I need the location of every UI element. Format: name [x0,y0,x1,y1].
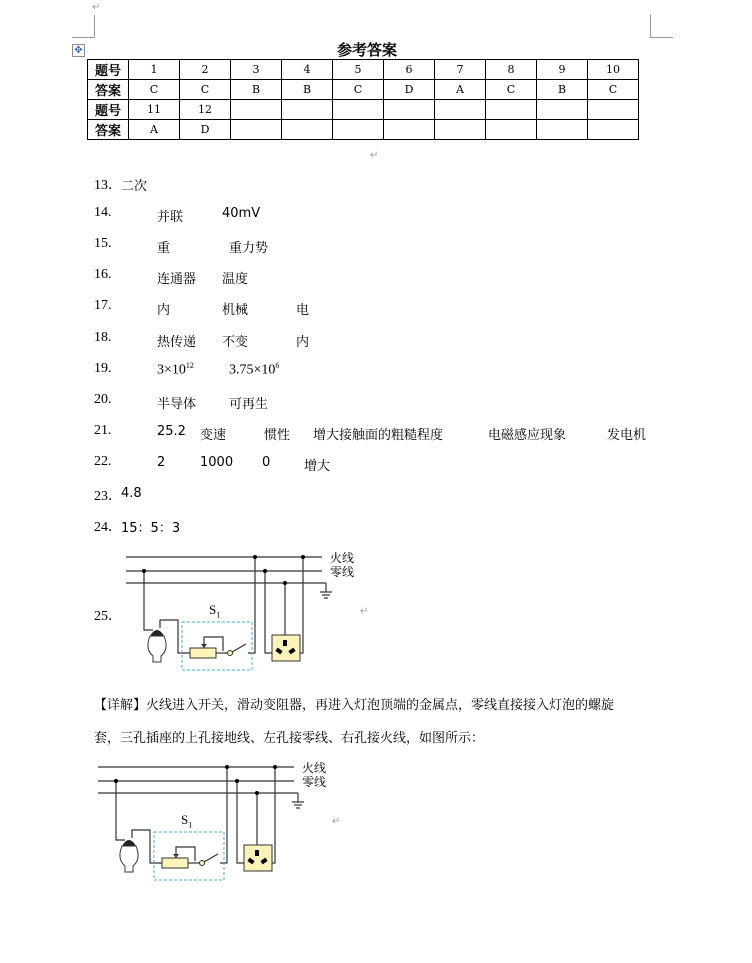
live-wire-label: 火线 [330,551,355,565]
answer-text: 40mV [222,206,261,221]
live-wire-label: 火线 [302,761,327,775]
answer-text: 并联 [157,210,184,225]
answer-number: 23． [94,489,122,504]
table-cell: 11 [129,100,180,120]
answer-text: 内 [157,303,171,318]
answer-number: 21. [94,423,112,438]
detail-line-1: 【详解】火线进入开关，滑动变阻器，再进入灯泡顶端的金属点，零线直接接入灯泡的螺旋 [94,698,615,713]
paragraph-mark: ↵ [332,816,341,827]
table-cell: A [435,80,486,100]
answer-text: 1000 [200,455,234,470]
answer-text: $3\times 10^{12}$ [157,361,194,378]
answer-text: 机械 [222,303,249,318]
row-header: 答案 [88,120,129,140]
table-cell: 9 [537,60,588,80]
table-cell: C [333,80,384,100]
answer-text: 不变 [222,335,249,350]
table-cell: 1 [129,60,180,80]
answer-number: 16. [94,267,112,282]
table-cell: D [180,120,231,140]
switch-label: $S_1$ [209,602,221,620]
page-title: 参考答案 [337,41,398,59]
table-cell: 7 [435,60,486,80]
answer-text: 增大接触面的粗糙程度 [313,428,444,443]
table-cell: B [231,80,282,100]
paragraph-mark: ↵ [370,150,379,161]
table-cell: 6 [384,60,435,80]
answer-text: 15：5：3 [121,521,181,536]
row-header: 题号 [88,60,129,80]
paragraph-mark: ↵ [92,2,101,13]
circuit-diagram-1 [126,555,332,670]
answer-number: 15. [94,236,112,251]
answer-text: 可再生 [229,397,269,412]
table-move-handle-icon[interactable]: ✥ [72,44,85,57]
answer-number: 20. [94,392,112,407]
paragraph-mark: ↵ [360,606,369,617]
table-cell: B [282,80,333,100]
answer-text: 0 [262,455,271,470]
table-cell: C [588,80,639,100]
answer-text: 半导体 [157,397,197,412]
answer-text: 发电机 [607,428,647,443]
answer-number: 25． [94,609,122,624]
answer-text: 重 [157,241,171,256]
answer-number: 17. [94,298,112,313]
answer-text: 2 [157,455,166,470]
answer-text: 二次 [121,179,148,194]
answer-text: 热传递 [157,335,197,350]
answer-number: 24． [94,520,122,535]
table-cell: 2 [180,60,231,80]
answer-text: 增大 [304,459,331,474]
table-cell: D [384,80,435,100]
neutral-wire-label: 零线 [302,775,327,789]
table-cell: 8 [486,60,537,80]
switch-label: $S_1$ [181,812,193,830]
table-cell: A [129,120,180,140]
table-cell: 3 [231,60,282,80]
answer-text: 重力势 [229,241,269,256]
answer-number: 19. [94,361,112,376]
answer-text: 温度 [222,272,249,287]
table-cell: 12 [180,100,231,120]
answer-number: 14. [94,205,112,220]
table-cell: 4 [282,60,333,80]
row-header: 答案 [88,80,129,100]
neutral-wire-label: 零线 [330,565,355,579]
answer-number: 13． [94,178,122,193]
answer-number: 22. [94,454,112,469]
answer-number: 18. [94,330,112,345]
table-cell: C [486,80,537,100]
answer-text: 25.2 [157,424,186,439]
answer-text: 电 [296,303,310,318]
answer-text: $3.75\times 10^6$ [229,361,280,378]
answer-text: 连通器 [157,272,197,287]
table-cell: B [537,80,588,100]
table-cell: 10 [588,60,639,80]
answer-text: 变速 [200,428,227,443]
detail-line-2: 套，三孔插座的上孔接地线、左孔接零线、右孔接火线，如图所示： [94,731,485,746]
table-cell: C [129,80,180,100]
answer-text: 电磁感应现象 [488,428,567,443]
answer-text: 4.8 [121,486,142,501]
answer-text: 惯性 [264,428,291,443]
table-cell: C [180,80,231,100]
circuit-diagram-2 [98,765,304,880]
table-cell: 5 [333,60,384,80]
row-header: 题号 [88,100,129,120]
answer-text: 内 [296,335,310,350]
